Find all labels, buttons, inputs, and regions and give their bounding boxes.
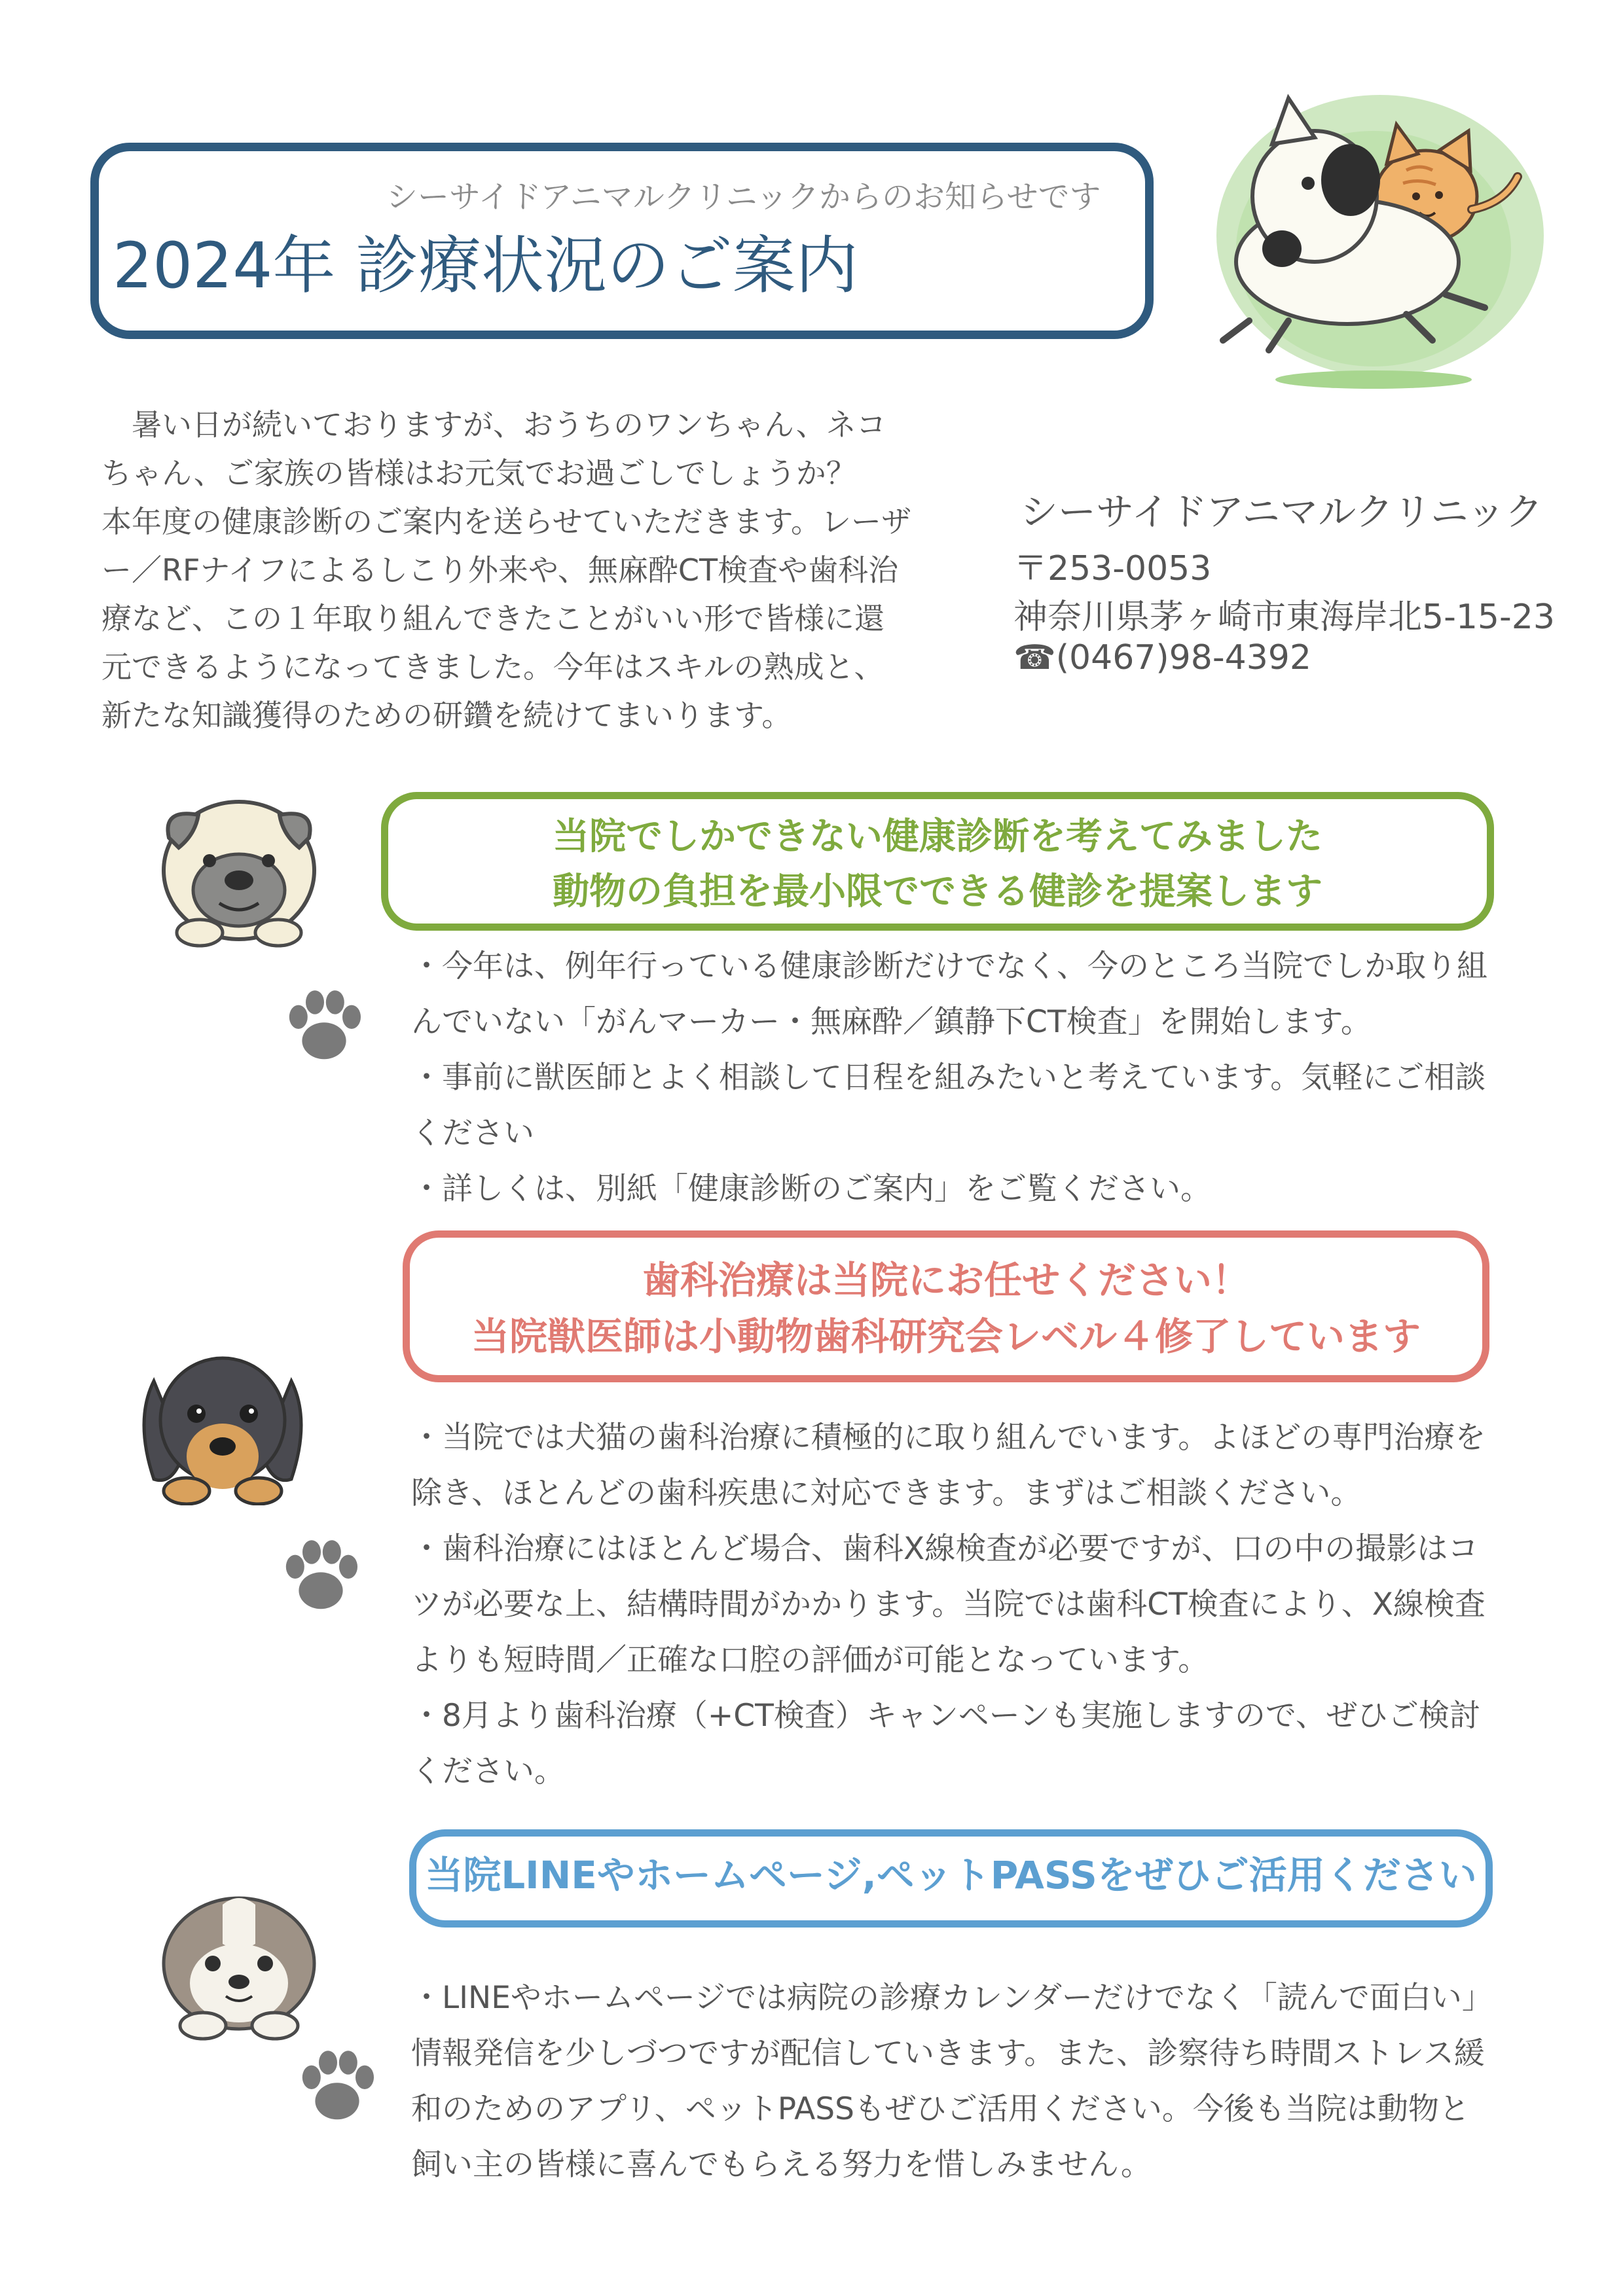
clinic-tel: ☎(0467)98-4392 <box>1013 638 1311 677</box>
paw-icon <box>275 1528 367 1620</box>
clinic-zip: 〒253-0053 <box>1013 549 1212 588</box>
dental-body <box>411 1410 1498 1799</box>
pug-icon <box>151 792 327 949</box>
intro-paragraph: 暑い日が続いておりますが、おうちのワンちゃん、ネコちゃん、ご家族の皆様はお元気でお過ごしでしょうか？ 本年度の健康診断のご案内を送らせていただきます。レーザー／RFナイフによるしこり外来や、無麻酔CT検査や歯科治療など、この１年取り組んできたことがいい形で皆様に還元できるようになってきました。今年はスキルの熟成と、新たな知識獲得のための研鑽を続けてまいります。 <box>101 407 911 733</box>
section-paragraph: ・歯科治療にはほとんど場合、歯科X線検査が必要ですが、口の中の撮影はコツが必要な上、結構時間がかかります。当院では歯科CT検査により、X線検査よりも短時間／正確な口腔の評価が可能となっています。 <box>411 1531 1486 1678</box>
section-heading-line: 当院でしかできない健康診断を考えてみました <box>553 816 1322 858</box>
section-heading-line: 歯科治療は当院にお任せください！ <box>642 1258 1250 1302</box>
section-paragraph: ・LINEやホームページでは病院の診療カレンダーだけでなく「読んで面白い」情報発信を少しづつですが配信していきます。また、診察待ち時間ストレス緩和のためのアプリ、ペットPASSもぜひご活用ください。今後も当院は動物と飼い主の皆様に喜んでもらえる努力を惜しみません。 <box>411 1980 1493 2183</box>
section-heading-line: 当院LINEやホームページ,ペットPASSをぜひご活用ください <box>425 1853 1477 1897</box>
dog-and-cat-illustration <box>1210 85 1550 399</box>
dental-heading <box>403 1230 1489 1382</box>
header-subtitle: シーサイドアニマルクリニックからのお知らせです <box>386 179 1101 215</box>
page-title: 2024年 診療状況のご案内 <box>113 229 858 302</box>
section-paragraph: ・詳しくは、別紙「健康診断のご案内」をご覧ください。 <box>411 1171 1211 1207</box>
line-homepage-heading <box>409 1829 1493 1928</box>
paw-icon <box>278 978 370 1070</box>
section-heading-line: 動物の負担を最小限でできる健診を提案します <box>553 870 1322 913</box>
section-paragraph: ・8月より歯科治療（+CT検査）キャンペーンも実施しますので、ぜひご検討ください。 <box>411 1698 1480 1789</box>
shih-tzu-icon <box>151 1885 327 2042</box>
section-paragraph: ・事前に獣医師とよく相談して日程を組みたいと考えています。気軽にご相談ください <box>411 1060 1486 1151</box>
section-paragraph: ・当院では犬猫の歯科治療に積極的に取り組んでいます。よほどの専門治療を除き、ほとんどの歯科疾患に対応できます。まずはご相談ください。 <box>411 1420 1486 1511</box>
clinic-name: シーサイドアニマルクリニック <box>1020 490 1543 534</box>
health-check-heading <box>381 792 1494 931</box>
clinic-address: 神奈川県茅ヶ崎市東海岸北5-15-23 <box>1013 598 1555 637</box>
line-homepage-body <box>411 1970 1498 2193</box>
section-paragraph: ・今年は、例年行っている健康診断だけでなく、今のところ当院でしか取り組んでいない「がんマーカー・無麻酔／鎮静下CT検査」を開始します。 <box>411 948 1488 1040</box>
paw-icon <box>291 2039 383 2130</box>
health-check-body <box>411 939 1498 1217</box>
section-heading-line: 当院獣医師は小動物歯科研究会レベル４修了しています <box>471 1314 1421 1359</box>
dachshund-icon <box>134 1348 311 1505</box>
